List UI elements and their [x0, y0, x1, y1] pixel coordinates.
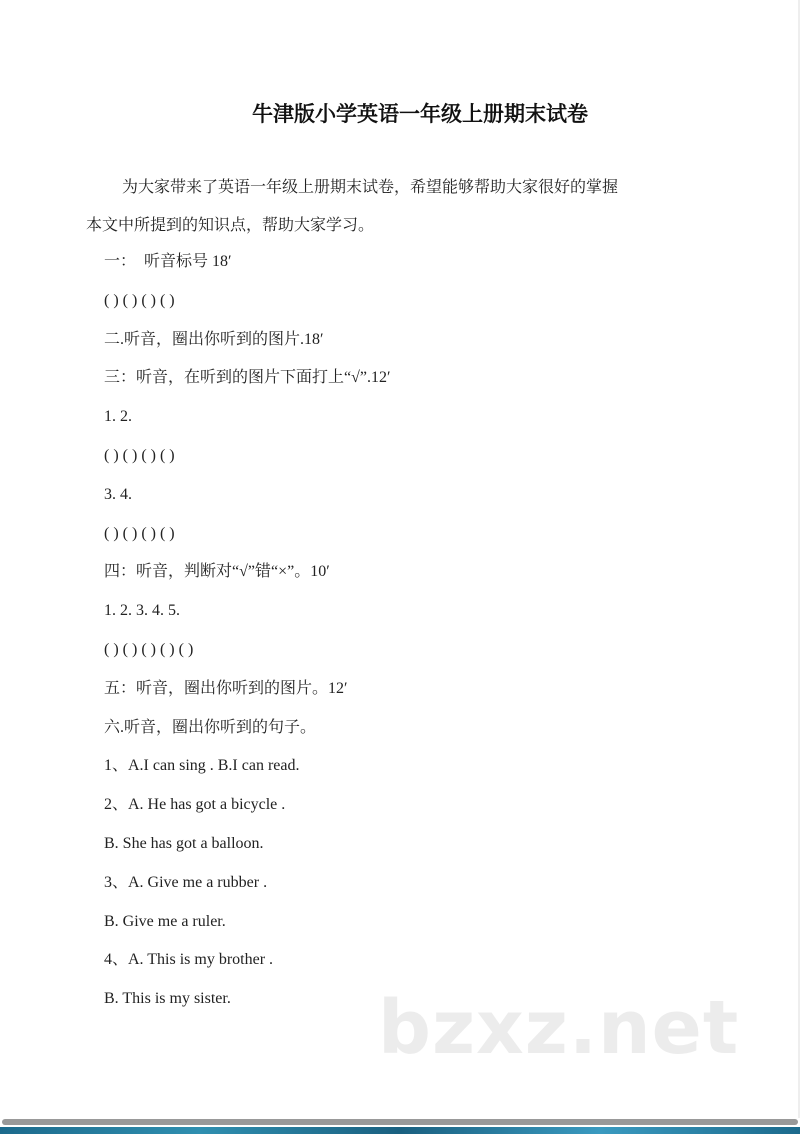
exam-line: 六.听音，圈出你听到的句子。: [104, 718, 317, 736]
exam-line: 二.听音，圈出你听到的图片.18′: [104, 330, 324, 348]
exam-line: 一： 听音标号 18′: [104, 253, 232, 270]
exam-line: B. She has got a balloon.: [104, 834, 264, 852]
intro-line-1: 为大家带来了英语一年级上册期末试卷，希望能够帮助大家很好的掌握: [122, 179, 619, 196]
document-title: 牛津版小学英语一年级上册期末试卷: [252, 102, 588, 126]
exam-line: 3、A. Give me a rubber .: [104, 873, 268, 891]
watermark-logo: bzxz.net: [378, 985, 740, 1071]
exam-line: ( ) ( ) ( ) ( ) ( ): [104, 640, 194, 658]
exam-line: B. Give me a ruler.: [104, 912, 226, 930]
exam-line: 1、A.I can sing . B.I can read.: [104, 757, 300, 775]
intro-line-2: 本文中所提到的知识点，帮助大家学习。: [86, 217, 375, 234]
exam-line: 三：听音，在听到的图片下面打上“√”.12′: [104, 369, 391, 387]
exam-line: 1. 2.: [104, 408, 132, 426]
exam-line: 4、A. This is my brother .: [104, 951, 274, 969]
exam-line: ( ) ( ) ( ) ( ): [104, 291, 175, 309]
horizontal-scrollbar[interactable]: [2, 1119, 798, 1125]
exam-line: ( ) ( ) ( ) ( ): [104, 524, 175, 542]
exam-line: 四：听音，判断对“√”错“×”。10′: [104, 563, 330, 581]
exam-line: 五：听音，圈出你听到的图片。12′: [104, 679, 348, 697]
exam-line: ( ) ( ) ( ) ( ): [104, 446, 175, 464]
exam-body: [104, 252, 391, 1028]
exam-line: B. This is my sister.: [104, 990, 231, 1008]
footer-banner: [0, 1127, 800, 1134]
exam-line: 1. 2. 3. 4. 5.: [104, 602, 180, 620]
exam-line: 2、A. He has got a bicycle .: [104, 796, 286, 814]
exam-line: 3. 4.: [104, 485, 132, 503]
